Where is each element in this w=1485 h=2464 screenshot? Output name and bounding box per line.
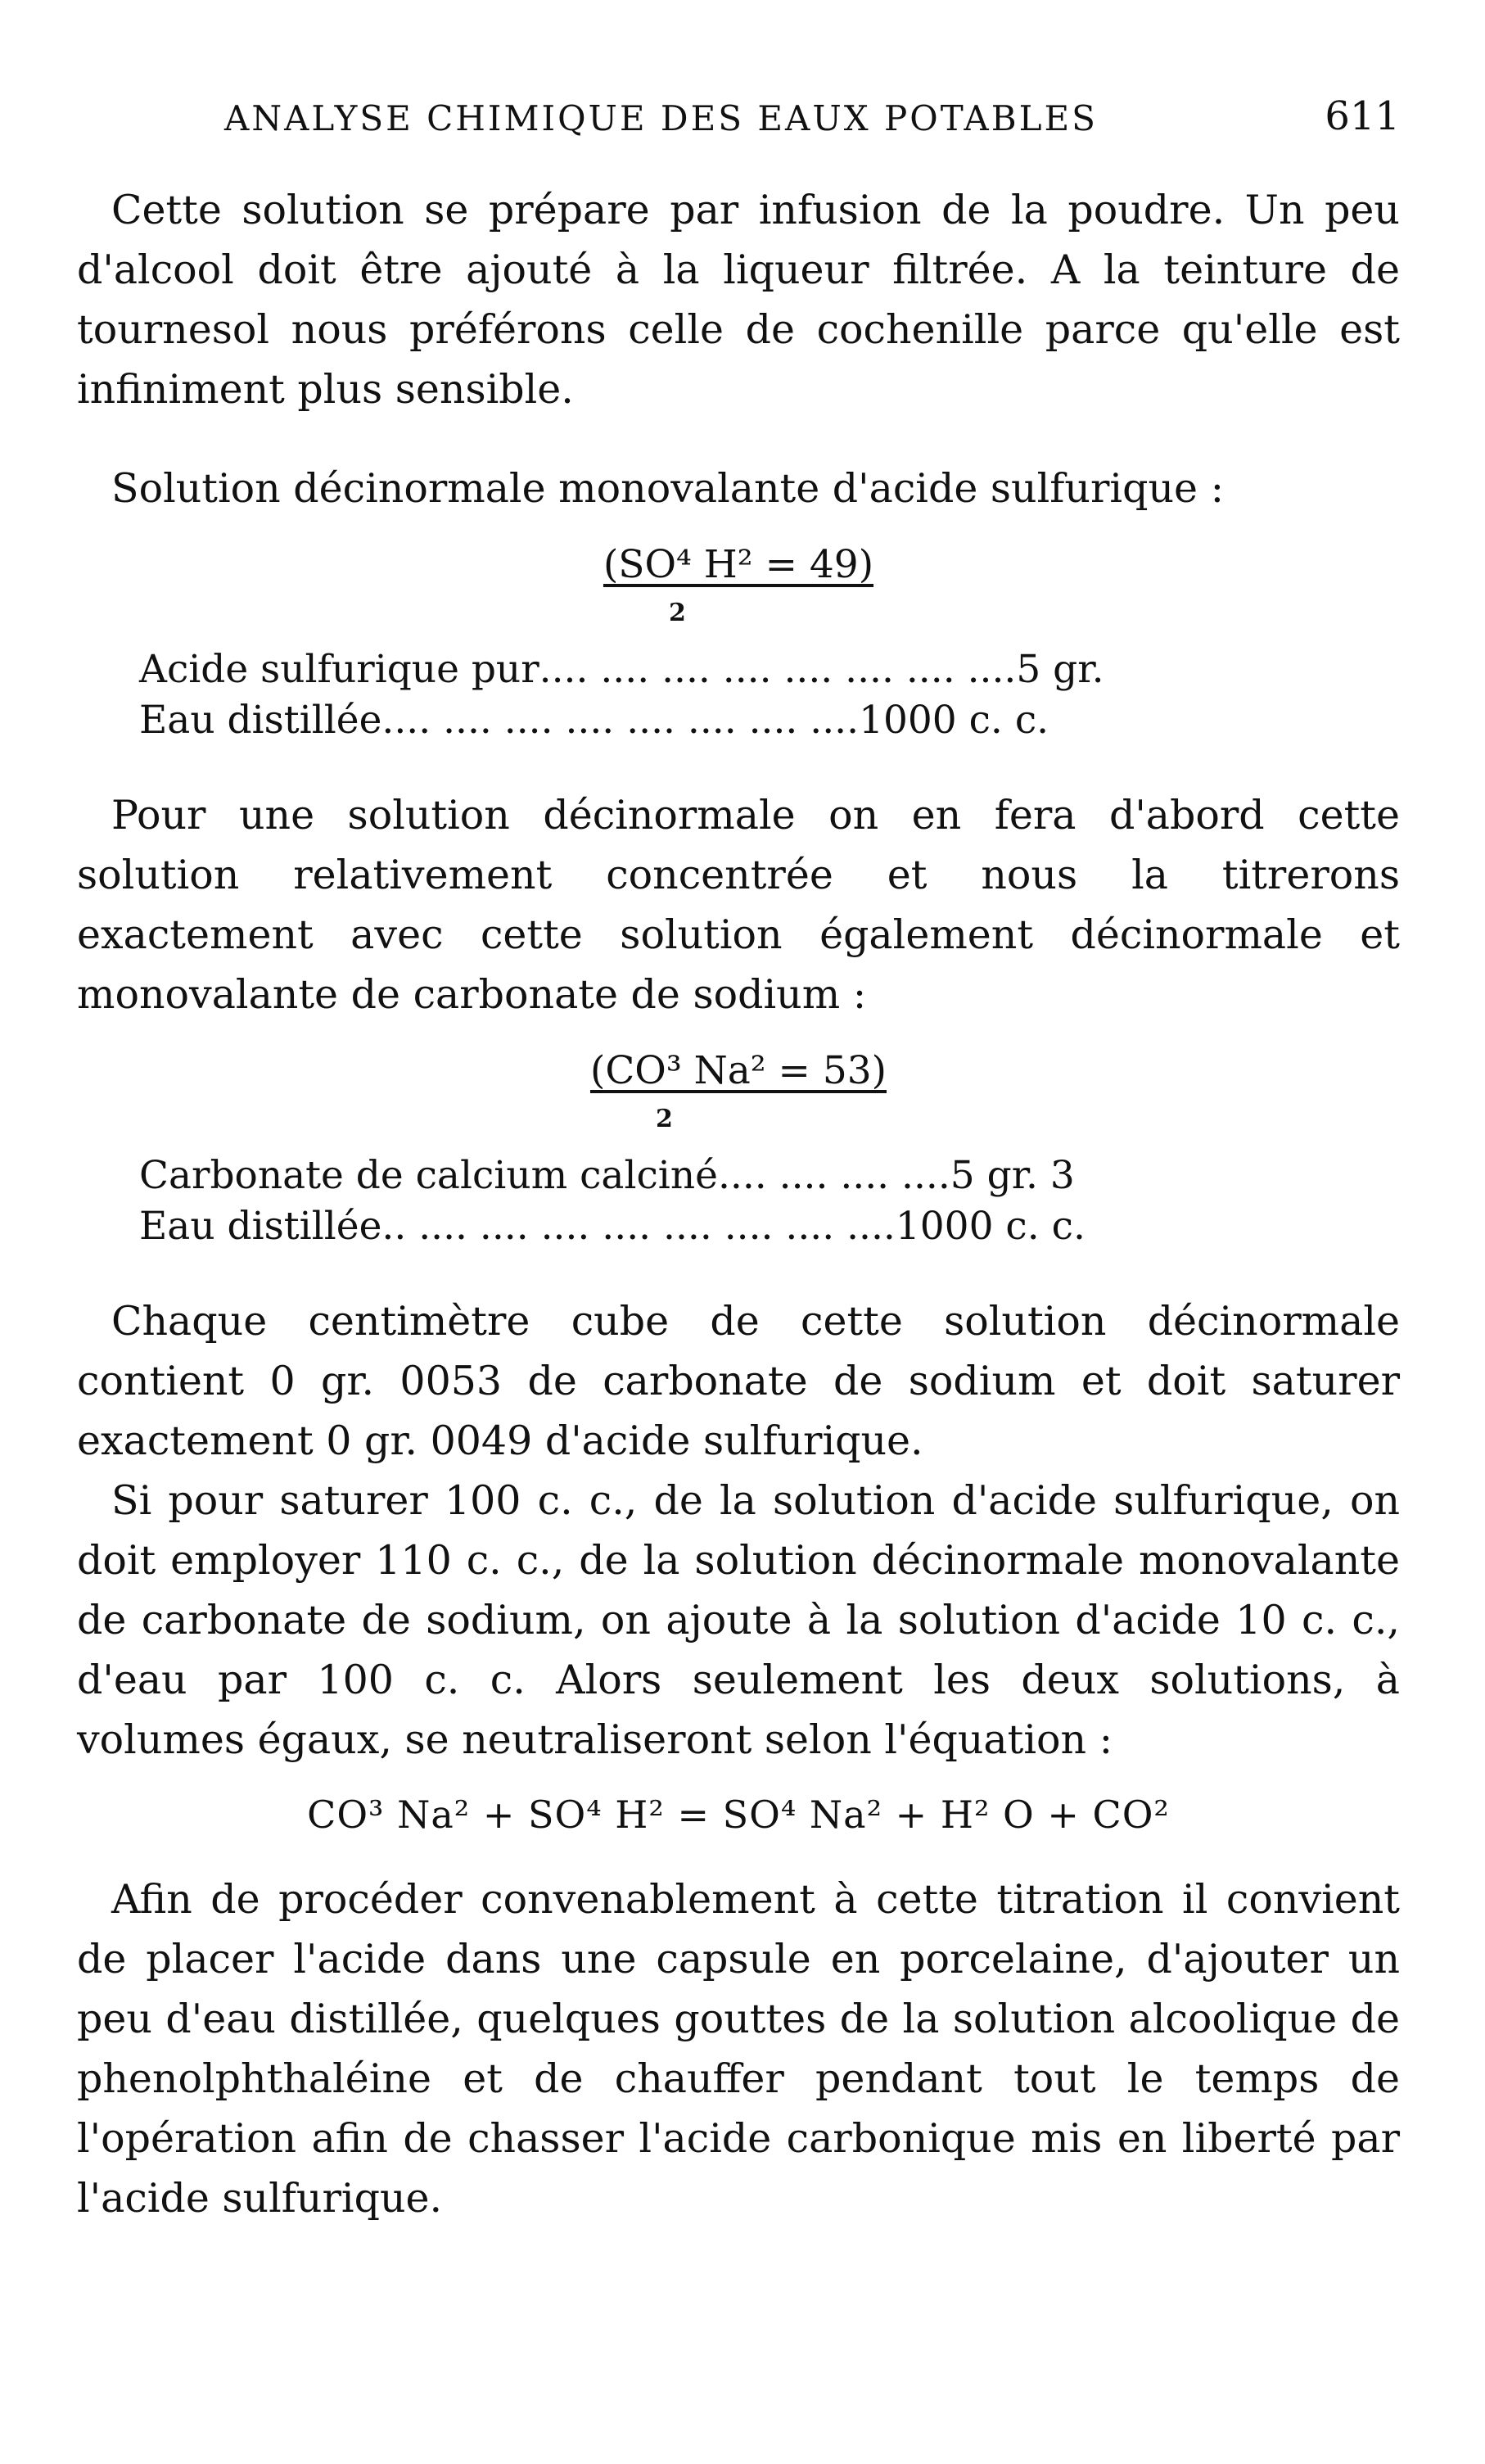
recipe-carbonate	[139, 1151, 1400, 1252]
paragraph-saturation: Si pour saturer 100 c. c., de la solution d'acide sulfurique, on doit employer 110 c. c., de la solution décinormale monovalante de carbonate de sodium, on ajoute à la solution d'acide 10 c. c., d'eau par 100 c. c. Alors seulement les deux solutions, à volumes égaux, se neutraliseront selon l'équation :	[77, 1477, 1400, 1763]
formula-carbonate	[77, 1046, 1400, 1136]
recipe-item: Acide sulfurique pur	[139, 647, 539, 692]
paragraph-cochenille: Cette solution se prépare par infusion de la poudre. Un peu d'alcool doit être ajouté à la liqueur filtrée. A la teinture de tournesol nous préférons celle de cochenille parce qu'elle est infiniment plus sensible.	[77, 187, 1400, 413]
dot-leader: .... .... .... ....	[717, 1153, 950, 1198]
recipe-amount: 1000 c. c.	[895, 1204, 1086, 1249]
paragraph-titration-intro: Pour une solution décinormale on en fera d'abord cette solution relativement concentrée et nous la titrerons exactement avec cette solution également décinormale et monovalante de carbonate de sodium :	[77, 792, 1400, 1018]
paragraph-centimetre-cube: Chaque centimètre cube de cette solution décinormale contient 0 gr. 0053 de carbonate de sodium et doit saturer exactement 0 gr. 0049 d'acide sulfurique.	[77, 1298, 1400, 1464]
fraction	[603, 540, 873, 630]
body-text	[77, 180, 1400, 2228]
paragraph-solution-heading: Solution décinormale monovalante d'acide sulfurique :	[111, 465, 1225, 512]
page-number: 611	[1325, 93, 1400, 139]
chemical-equation: CO³ Na² + SO⁴ H² = SO⁴ Na² + H² O + CO²	[307, 1793, 1170, 1837]
recipe-amount: 5 gr.	[1016, 647, 1104, 692]
formula-sulfuric	[77, 540, 1400, 630]
recipe-item: Carbonate de calcium calciné	[139, 1153, 718, 1198]
recipe-row	[139, 1201, 1400, 1252]
formula-numerator: (CO³ Na² = 53)	[589, 1048, 887, 1093]
recipe-row	[139, 644, 1400, 695]
recipe-item: Eau distillée	[139, 1204, 382, 1249]
recipe-amount: 1000 c. c.	[859, 698, 1049, 743]
formula-numerator: (SO⁴ H² = 49)	[603, 542, 874, 587]
running-title: ANALYSE CHIMIQUE DES EAUX POTABLES	[224, 98, 1098, 138]
paragraph-procedure: Afin de procéder convenablement à cette titration il convient de placer l'acide dans une capsule en porcelaine, d'ajouter un peu d'eau distillée, quelques gouttes de la solution alcoolique de phenolphthaléine et de chauffer pendant tout le temps de l'opération afin de chasser l'acide carbonique mis en liberté par l'acide sulfurique.	[77, 1876, 1400, 2222]
formula-denominator: 2	[668, 599, 686, 627]
page-header	[77, 90, 1400, 147]
recipe-row	[139, 1151, 1400, 1201]
recipe-sulfuric	[139, 644, 1400, 746]
recipe-amount: 5 gr. 3	[950, 1153, 1075, 1198]
fraction	[590, 1046, 887, 1136]
recipe-item: Eau distillée	[139, 698, 382, 743]
recipe-row	[139, 695, 1400, 746]
dot-leader: .... .... .... .... .... .... .... ....	[381, 698, 860, 743]
dot-leader: .. .... .... .... .... .... .... .... ....	[381, 1204, 896, 1249]
dot-leader: .... .... .... .... .... .... .... ....	[539, 647, 1017, 692]
formula-denominator: 2	[655, 1105, 673, 1133]
page	[77, 90, 1400, 2228]
